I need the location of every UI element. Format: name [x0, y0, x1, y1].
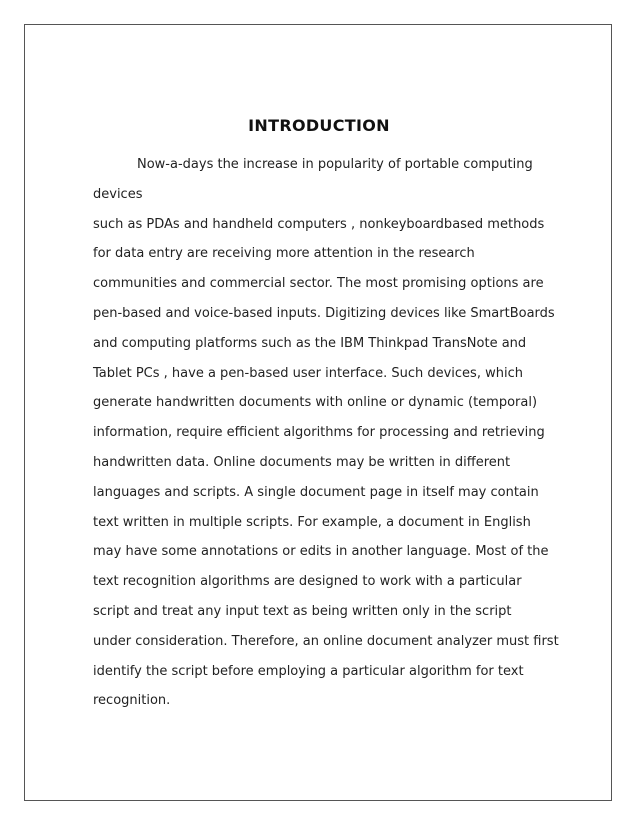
page-title: INTRODUCTION — [248, 116, 390, 135]
text-line: handwritten data. Online documents may be written in different — [93, 454, 511, 470]
text-line: under consideration. Therefore, an online document analyzer must first — [93, 633, 559, 649]
text-line: communities and commercial sector. The most promising options are — [93, 276, 544, 292]
text-line: for data entry are receiving more attention in the research — [93, 246, 475, 262]
text-line: may have some annotations or edits in another language. Most of the — [93, 544, 549, 560]
text-line: pen-based and voice-based inputs. Digitizing devices like SmartBoards — [93, 305, 555, 321]
text-line: script and treat any input text as being written only in the script — [93, 603, 512, 619]
text-line: Tablet PCs , have a pen-based user interface. Such devices, which — [93, 365, 523, 381]
text-line: text written in multiple scripts. For example, a document in English — [93, 514, 531, 530]
text-line: generate handwritten documents with online or dynamic (temporal) — [93, 395, 538, 411]
text-line: devices — [93, 186, 143, 202]
text-line: text recognition algorithms are designed to work with a particular — [93, 574, 522, 590]
text-line: information, require efficient algorithms for processing and retrieving — [93, 425, 545, 441]
text-line: Now-a-days the increase in popularity of portable computing — [137, 157, 533, 172]
body-paragraph — [93, 150, 563, 716]
text-line: recognition. — [93, 693, 171, 709]
text-line: identify the script before employing a particular algorithm for text — [93, 663, 524, 679]
text-line: such as PDAs and handheld computers , nonkeyboardbased methods — [93, 216, 545, 232]
text-line: languages and scripts. A single document page in itself may contain — [93, 484, 539, 500]
text-line: and computing platforms such as the IBM Thinkpad TransNote and — [93, 335, 527, 351]
